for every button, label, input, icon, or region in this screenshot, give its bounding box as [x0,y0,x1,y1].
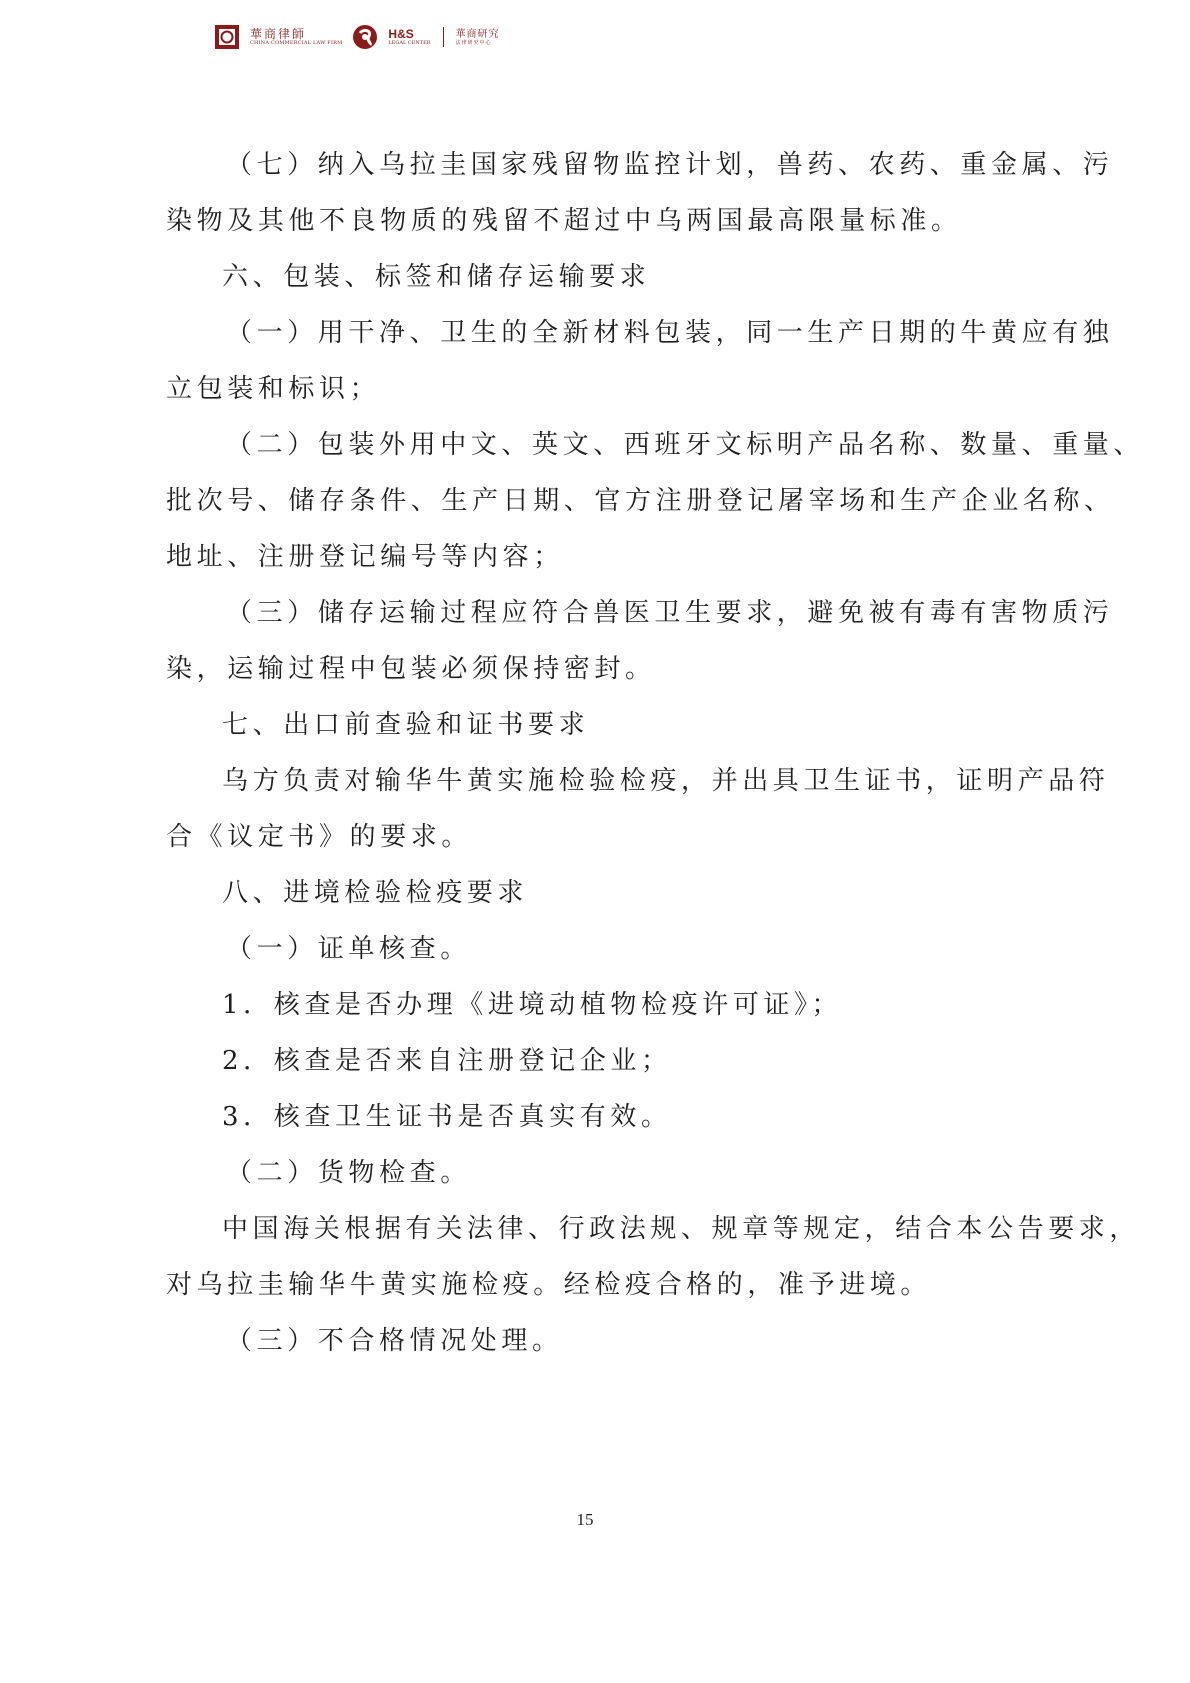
paragraph-line: 地址、注册登记编号等内容； [166,542,564,572]
section-heading: 六、包装、标签和储存运输要求 [222,262,651,292]
hs-brand: H&S [388,27,414,41]
paragraph-line: 对乌拉圭输华牛黄实施检疫。经检疫合格的，准予进境。 [166,1270,932,1300]
paragraph-line: 合《议定书》的要求。 [166,822,473,852]
paragraph-line: 中国海关根据有关法律、行政法规、规章等规定，结合本公告要求， [222,1214,1141,1244]
page-number: 15 [576,1510,594,1529]
page-header [214,20,500,54]
legal-center-name [456,29,500,46]
paragraph-line: 染，运输过程中包装必须保持密封。 [166,654,656,684]
hs-logo-icon [352,24,378,50]
paragraph-line: （三）储存运输过程应符合兽医卫生要求，避免被有毒有害物质污 [226,598,1114,628]
hs-logo-text [388,28,430,46]
list-item: 1．核查是否办理《进境动植物检疫许可证》； [222,990,843,1020]
paragraph-line: （二）包装外用中文、英文、西班牙文标明产品名称、数量、重量、 [226,430,1145,460]
paragraph-line: 批次号、储存条件、生产日期、官方注册登记屠宰场和生产企业名称、 [166,486,1115,516]
subsection-heading: （二）货物检查。 [226,1158,471,1188]
list-item: 3．核查卫生证书是否真实有效。 [222,1102,672,1132]
china-commercial-logo-icon [214,24,240,50]
section-heading: 八、进境检验检疫要求 [222,878,529,908]
paragraph-line: （七）纳入乌拉圭国家残留物监控计划，兽药、农药、重金属、污 [226,150,1114,180]
header-divider [443,27,444,47]
legal-center-name-sub: 法律研究中心 [455,39,492,46]
law-firm-name [250,28,342,46]
paragraph-line: 乌方负责对输华牛黄实施检验检疫，并出具卫生证书，证明产品符 [222,766,1110,796]
legal-center-name-cn: 華商研究 [455,28,500,40]
subsection-heading: （三）不合格情况处理。 [226,1326,563,1356]
list-item: 2．核查是否来自注册登记企业； [222,1046,672,1076]
subsection-heading: （一）证单核查。 [226,934,471,964]
section-heading: 七、出口前查验和证书要求 [222,710,590,740]
paragraph-line: 立包装和标识； [166,374,381,404]
hs-sub: LEGAL CENTER [388,40,431,46]
paragraph-line: 染物及其他不良物质的残留不超过中乌两国最高限量标准。 [166,206,962,236]
law-firm-name-en: CHINA COMMERCIAL LAW FIRM [250,40,343,46]
law-firm-name-cn: 華商律師 [250,27,307,41]
paragraph-line: （一）用干净、卫生的全新材料包装，同一生产日期的牛黄应有独 [226,318,1114,348]
